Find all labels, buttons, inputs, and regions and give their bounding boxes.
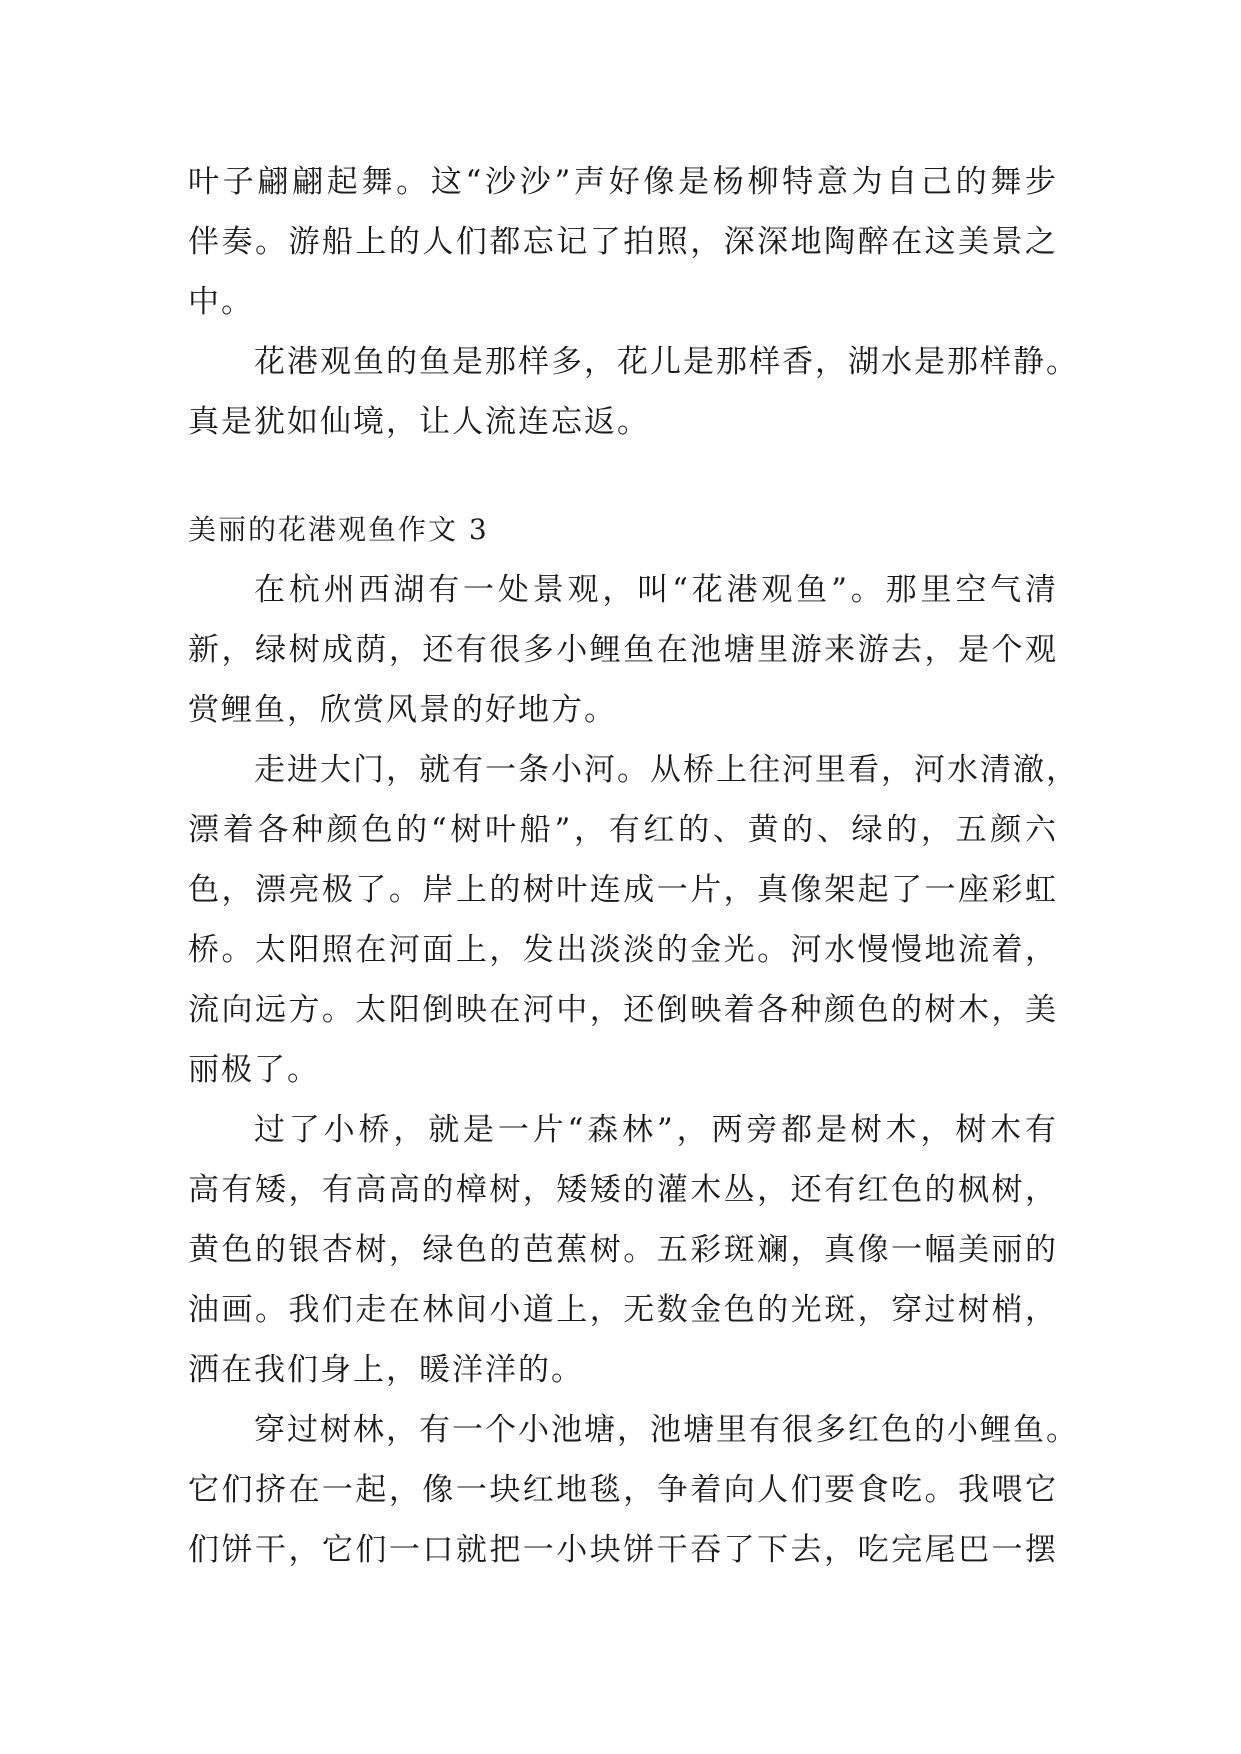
text-line: 赏鲤鱼，欣赏风景的好地方。: [188, 692, 617, 728]
text-line: 花港观鱼的鱼是那样多，花儿是那样香，湖水是那样静。: [254, 344, 1079, 380]
paragraph: [188, 740, 1079, 1100]
paragraph: [188, 1100, 1058, 1400]
text-line: 油画。我们走在林间小道上，无数金色的光斑，穿过树梢，: [188, 1292, 1058, 1328]
text-line: 洒在我们身上，暖洋洋的。: [188, 1352, 584, 1388]
document-page: [188, 152, 1079, 1580]
text-line: 中。: [188, 284, 254, 320]
text-line: 过了小桥，就是一片“森林”，两旁都是树木，树木有: [254, 1112, 1058, 1148]
text-line: 流向远方。太阳倒映在河中，还倒映着各种颜色的树木，美: [188, 992, 1058, 1028]
text-line: 桥。太阳照在河面上，发出淡淡的金光。河水慢慢地流着，: [188, 932, 1058, 968]
text-line: 走进大门，就有一条小河。从桥上往河里看，河水清澈，: [254, 752, 1079, 788]
paragraph: [188, 332, 1079, 452]
text-line: 黄色的银杏树，绿色的芭蕉树。五彩斑斓，真像一幅美丽的: [188, 1232, 1058, 1268]
text-line: 叶子翩翩起舞。这“沙沙”声好像是杨柳特意为自己的舞步: [188, 164, 1058, 200]
section-spacer: [188, 452, 1058, 500]
text-line: 真是犹如仙境，让人流连忘返。: [188, 404, 650, 440]
text-line: 新，绿树成荫，还有很多小鲤鱼在池塘里游来游去，是个观: [188, 632, 1058, 668]
paragraph: [188, 1400, 1079, 1580]
text-line: 穿过树林，有一个小池塘，池塘里有很多红色的小鲤鱼。: [254, 1412, 1079, 1448]
paragraph: [188, 560, 1058, 740]
text-line: 伴奏。游船上的人们都忘记了拍照，深深地陶醉在这美景之: [188, 224, 1058, 260]
text-line: 们饼干，它们一口就把一小块饼干吞了下去，吃完尾巴一摆: [188, 1532, 1058, 1568]
text-line: 丽极了。: [188, 1052, 320, 1088]
text-line: 高有矮，有高高的樟树，矮矮的灌木丛，还有红色的枫树，: [188, 1172, 1058, 1208]
text-line: 色，漂亮极了。岸上的树叶连成一片，真像架起了一座彩虹: [188, 872, 1058, 908]
text-line: 在杭州西湖有一处景观，叫“花港观鱼”。那里空气清: [254, 572, 1058, 608]
text-line: 漂着各种颜色的“树叶船”，有红的、黄的、绿的，五颜六: [188, 812, 1058, 848]
section-heading: 美丽的花港观鱼作文 3: [188, 513, 489, 546]
text-line: 它们挤在一起，像一块红地毯，争着向人们要食吃。我喂它: [188, 1472, 1058, 1508]
paragraph: [188, 152, 1058, 332]
